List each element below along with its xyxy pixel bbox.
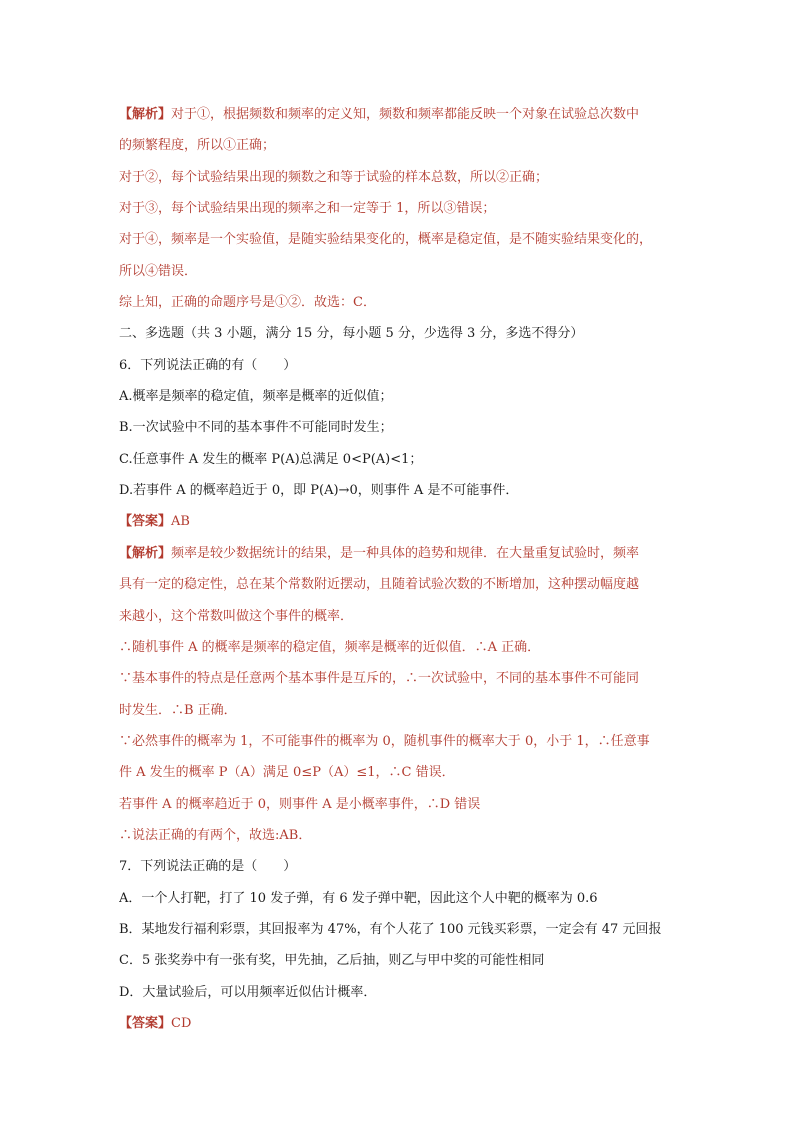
question-6-analysis-5: ∵基本事件的特点是任意两个基本事件是互斥的，∴一次试验中，不同的基本事件不可能同 bbox=[119, 671, 640, 687]
analysis-tag: 【解析】 bbox=[119, 107, 172, 122]
analysis-conclusion: 综上知，正确的命题序号是①②．故选：C． bbox=[119, 295, 376, 311]
question-6-option-d: D.若事件 A 的概率趋近于 0，即 P(A)→0，则事件 A 是不可能事件． bbox=[119, 483, 519, 499]
question-6-analysis-9: 若事件 A 的概率趋近于 0，则事件 A 是小概率事件，∴D 错误 bbox=[119, 796, 481, 812]
question-7-answer: 【答案】CD bbox=[119, 1015, 192, 1031]
analysis-line-3: 对于②，每个试验结果出现的频数之和等于试验的样本总数，所以②正确； bbox=[119, 169, 549, 185]
question-6-answer: 【答案】AB bbox=[119, 514, 190, 530]
analysis-line-2: 的频繁程度，所以①正确； bbox=[119, 138, 276, 154]
analysis-line-4: 对于③，每个试验结果出现的频率之和一定等于 1，所以③错误； bbox=[119, 201, 496, 217]
question-7-option-d: D．大量试验后，可以用频率近似估计概率． bbox=[119, 984, 377, 1000]
question-6-option-b: B.一次试验中不同的基本事件不可能同时发生； bbox=[119, 420, 393, 436]
question-6-analysis-10: ∴说法正确的有两个，故选:AB． bbox=[119, 827, 312, 843]
answer-tag: 【答案】 bbox=[119, 514, 172, 530]
section-heading: 二、多选题（共 3 小题，满分 15 分，每小题 5 分，少选得 3 分，多选不得分） bbox=[119, 326, 584, 342]
question-6-option-a: A.概率是频率的稳定值，频率是概率的近似值； bbox=[119, 389, 393, 405]
analysis-line-1: 【解析】对于①，根据频数和频率的定义知，频数和频率都能反映一个对象在试验总次数中 bbox=[119, 107, 640, 122]
analysis-line-6: 所以④错误． bbox=[119, 263, 198, 279]
analysis-line-5: 对于④，频率是一个实验值，是随实验结果变化的，概率是稳定值，是不随实验结果变化的， bbox=[119, 232, 653, 248]
question-6-analysis-6: 时发生．∴B 正确． bbox=[119, 702, 237, 718]
question-6-analysis-8: 件 A 发生的概率 P（A）满足 0≤P（A）≤1，∴C 错误． bbox=[119, 765, 455, 781]
question-6-analysis-1: 【解析】频率是较少数据统计的结果，是一种具体的趋势和规律．在大量重复试验时，频率 bbox=[119, 545, 640, 561]
answer-tag: 【答案】 bbox=[119, 1015, 172, 1031]
question-7-option-a: A．一个人打靶，打了 10 发子弹，有 6 发子弹中靶，因此这个人中靶的概率为 0.6 bbox=[119, 890, 598, 906]
question-7-stem: 7．下列说法正确的是（ ） bbox=[119, 859, 297, 875]
question-6-analysis-2: 具有一定的稳定性，总在某个常数附近摆动，且随着试验次数的不断增加，这种摆动幅度越 bbox=[119, 577, 640, 593]
analysis-tag: 【解析】 bbox=[119, 545, 172, 561]
question-6-option-c: C.任意事件 A 发生的概率 P(A)总满足 0<P(A)<1； bbox=[119, 451, 423, 467]
question-6-analysis-7: ∵必然事件的概率为 1，不可能事件的概率为 0，随机事件的概率大于 0，小于 1，∴任意事 bbox=[119, 733, 650, 749]
question-7-option-c: C．5 张奖券中有一张有奖，甲先抽，乙后抽，则乙与甲中奖的可能性相同 bbox=[119, 953, 545, 969]
question-6-stem: 6．下列说法正确的有（ ） bbox=[119, 357, 297, 373]
question-6-analysis-4: ∴随机事件 A 的概率是频率的稳定值，频率是概率的近似值．∴A 正确． bbox=[119, 639, 541, 655]
question-6-analysis-3: 来越小，这个常数叫做这个事件的概率． bbox=[119, 608, 354, 624]
question-7-option-b: B．某地发行福利彩票，其回报率为 47%，有个人花了 100 元钱买彩票，一定会有 47 元回报 bbox=[119, 921, 662, 937]
